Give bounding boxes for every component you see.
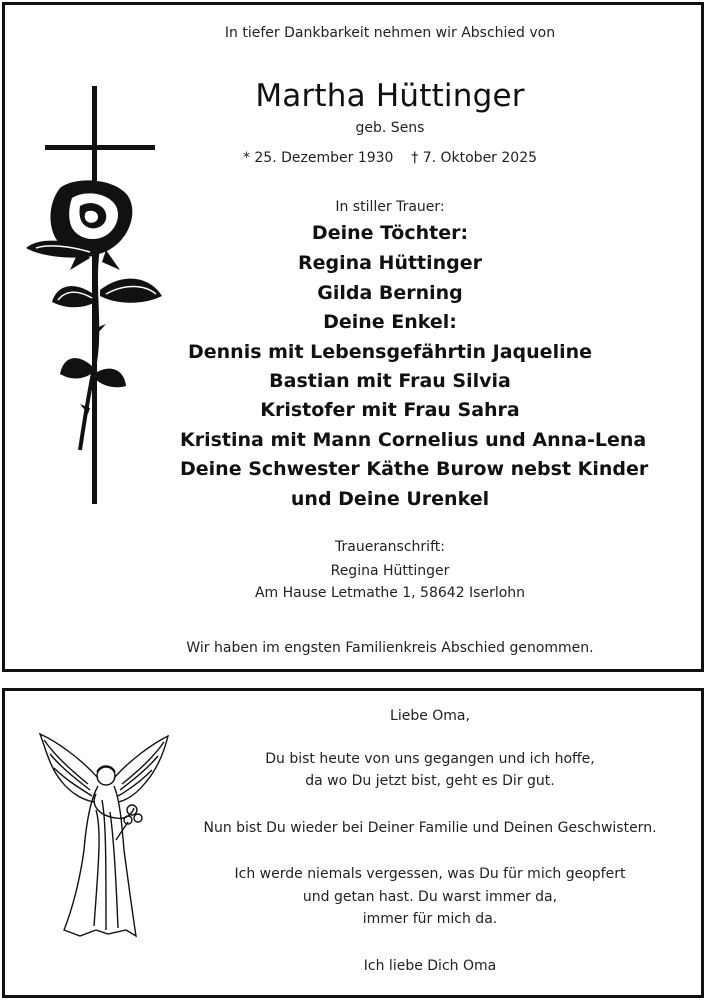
intro-text: In tiefer Dankbarkeit nehmen wir Abschied von [224, 25, 556, 41]
message-line: Ich liebe Dich Oma [363, 958, 497, 974]
mourner-line: Kristofer mit Frau Sahra [260, 399, 520, 421]
mourner-line: Deine Schwester Käthe Burow nebst Kinder [180, 458, 649, 480]
address-street: Am Hause Letmathe 1, 58642 Iserlohn [254, 585, 526, 601]
mourner-line: Kristina mit Mann Cornelius und Anna-Lena [180, 429, 647, 451]
message-line: Liebe Oma, [390, 708, 470, 724]
rose-icon [20, 178, 170, 458]
deceased-name: Martha Hüttinger [255, 78, 525, 114]
message-line: und getan hast. Du warst immer da, [302, 889, 558, 905]
message-line: Du bist heute von uns gegangen und ich hoffe, [265, 751, 595, 767]
angel-icon [36, 730, 176, 945]
address-name: Regina Hüttinger [330, 563, 450, 579]
mourning-label: In stiller Trauer: [335, 199, 445, 215]
mourner-line: und Deine Urenkel [290, 488, 490, 510]
address-label: Traueranschrift: [335, 539, 445, 555]
message-line: da wo Du jetzt bist, geht es Dir gut. [305, 773, 555, 789]
mourner-line: Deine Töchter: [311, 222, 469, 244]
closing-text: Wir haben im engsten Familienkreis Abschied genommen. [186, 640, 594, 656]
maiden-name: geb. Sens [355, 120, 425, 136]
message-line: Ich werde niemals vergessen, was Du für mich geopfert [234, 866, 626, 882]
life-dates: * 25. Dezember 1930 † 7. Oktober 2025 [242, 150, 538, 166]
mourner-line: Regina Hüttinger [297, 252, 483, 274]
mourner-line: Deine Enkel: [323, 311, 457, 333]
mourner-line: Dennis mit Lebensgefährtin Jaqueline [187, 341, 593, 363]
mourner-line: Bastian mit Frau Silvia [269, 370, 511, 392]
mourner-line: Gilda Berning [317, 282, 463, 304]
message-line: Nun bist Du wieder bei Deiner Familie und Deinen Geschwistern. [203, 820, 657, 836]
cross-bar [45, 145, 155, 150]
message-line: immer für mich da. [362, 911, 498, 927]
